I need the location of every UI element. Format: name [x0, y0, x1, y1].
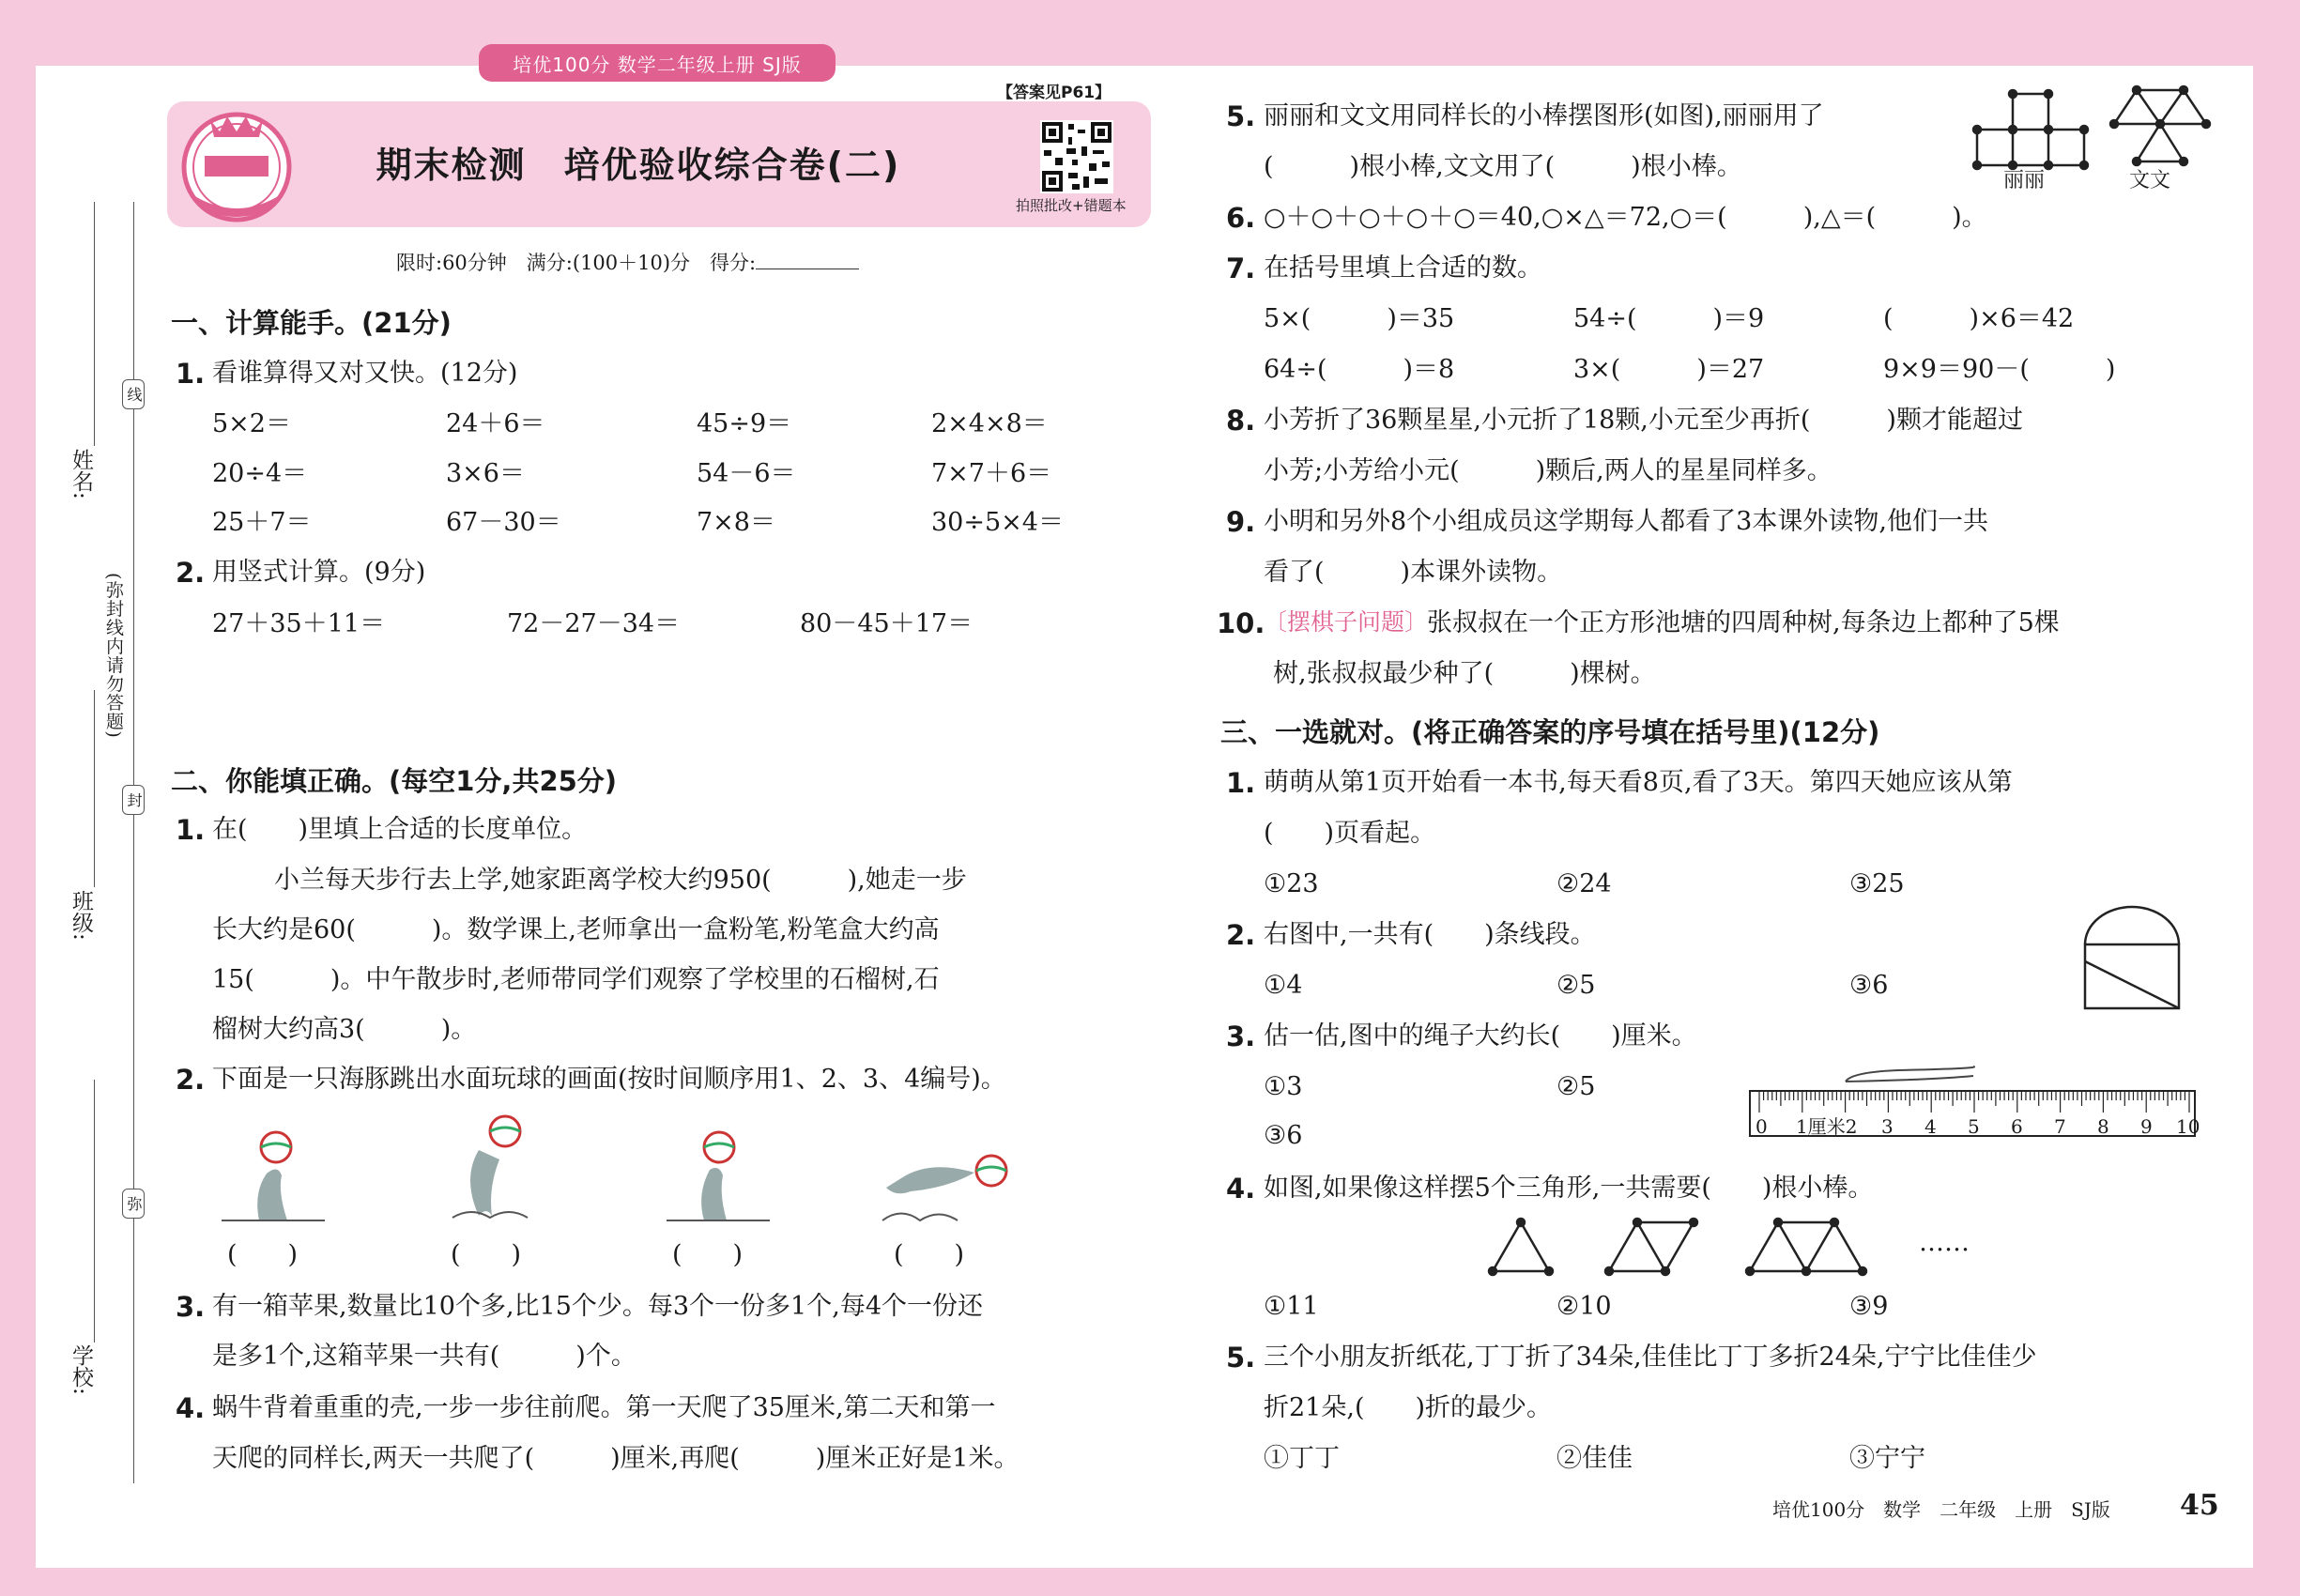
wenwen-caption: 文文 [2129, 169, 2171, 192]
fill-item: 64÷( )＝8 [1264, 355, 1455, 384]
lili-stick-figure [1973, 88, 2090, 173]
calc-item: 45÷9＝ [697, 409, 792, 438]
s2-q5-line1: 丽丽和文文用同样长的小棒摆图形(如图),丽丽用了 [1264, 101, 1824, 130]
s2-q9-line2: 看了( )本课外读物。 [1264, 558, 1563, 587]
s3-q1-line1: 萌萌从第1页开始看一本书,每天看8页,看了3天。第四天她应该从第 [1264, 768, 2013, 797]
s2-q1-text: 在( )里填上合适的长度单位。 [212, 815, 588, 844]
dolphin-picture-2 [434, 1113, 556, 1230]
ruler-label: 5 [1968, 1115, 1980, 1138]
vertical-calc-item: 80－45＋17＝ [800, 609, 974, 638]
s2-q1-number: 1. [176, 814, 206, 846]
section2-heading: 二、你能填正确。(每空1分,共25分) [171, 765, 618, 797]
class-label: 班级: [69, 890, 93, 941]
calc-item: 25＋7＝ [212, 508, 312, 537]
s2-q6-text: ○＋○＋○＋○＋○＝40,○×△＝72,○＝( ),△＝( )。 [1264, 203, 1987, 232]
s2-q10-number: 10. [1217, 607, 1265, 639]
name-blank[interactable] [94, 202, 95, 446]
publisher-logo-icon [173, 103, 300, 225]
ruler-label: 0 [1756, 1115, 1768, 1138]
option[interactable]: ③9 [1849, 1292, 1889, 1321]
s2-q7-text: 在括号里填上合适的数。 [1264, 253, 1542, 283]
s2-q8-number: 8. [1226, 405, 1256, 437]
s2-q3-line2: 是多1个,这箱苹果一共有( )个。 [212, 1342, 636, 1371]
footer-book-info: 培优100分 数学 二年级 上册 SJ版 [1772, 1498, 2110, 1521]
dolphin-answer-4[interactable]: ( ) [894, 1240, 965, 1269]
calc-item: 30÷5×4＝ [931, 508, 1064, 537]
s2-q9-line1: 小明和另外8个小组成员这学期每人都看了3本课外读物,他们一共 [1264, 507, 1988, 536]
s3-q2-number: 2. [1226, 919, 1256, 951]
ellipsis: …… [1919, 1228, 1970, 1257]
s3-q5-number: 5. [1226, 1342, 1256, 1373]
s2-q1-line4: 榴树大约高3( )。 [212, 1015, 477, 1044]
ruler-label: 7 [2054, 1115, 2066, 1138]
s2-q9-number: 9. [1226, 506, 1256, 538]
vertical-calc-item: 72－27－34＝ [507, 609, 681, 638]
calc-item: 54－6＝ [697, 459, 796, 488]
s2-q3-line1: 有一箱苹果,数量比10个多,比15个少。每3个一份多1个,每4个一份还 [212, 1292, 983, 1321]
option[interactable]: ②24 [1556, 869, 1612, 898]
option[interactable]: ②10 [1556, 1292, 1612, 1321]
seal-tag-line: 线 [122, 379, 145, 409]
fill-item: 5×( )＝35 [1264, 304, 1455, 333]
s3-q1-line2: ( )页看起。 [1264, 819, 1436, 848]
option[interactable]: ①丁丁 [1264, 1444, 1340, 1473]
calc-item: 20÷4＝ [212, 459, 308, 488]
s3-q1-number: 1. [1226, 767, 1256, 799]
qr-code-icon[interactable] [1040, 120, 1113, 193]
option[interactable]: ①3 [1264, 1072, 1303, 1101]
seal-tag-mi: 弥 [122, 1189, 145, 1219]
s1-q2-text: 用竖式计算。(9分) [212, 558, 426, 587]
ruler-label: 3 [1881, 1115, 1894, 1138]
vertical-calc-item: 27＋35＋11＝ [212, 609, 386, 638]
s2-q2-text: 下面是一只海豚跳出水面玩球的画面(按时间顺序用1、2、3、4编号)。 [212, 1065, 1006, 1094]
section1-heading: 一、计算能手。(21分) [171, 307, 452, 339]
dolphin-answer-2[interactable]: ( ) [451, 1240, 522, 1269]
fill-item: 3×( )＝27 [1573, 355, 1765, 384]
dolphin-picture-3 [657, 1127, 779, 1230]
dolphin-answer-3[interactable]: ( ) [672, 1240, 744, 1269]
s3-q3-number: 3. [1226, 1021, 1256, 1052]
line-segment-figure [2082, 907, 2182, 1012]
ruler-label: 8 [2097, 1115, 2109, 1138]
page-number: 45 [2180, 1489, 2219, 1522]
fill-item: 54÷( )＝9 [1573, 304, 1765, 333]
option[interactable]: ①11 [1264, 1292, 1319, 1321]
s2-q1-line3: 15( )。中午散步时,老师带同学们观察了学校里的石榴树,石 [212, 965, 940, 994]
s2-q7-number: 7. [1226, 253, 1256, 284]
class-blank[interactable] [94, 690, 95, 887]
answer-reference: 【答案见P61】 [997, 84, 1112, 102]
fill-item: 9×9＝90－( ) [1883, 355, 2116, 384]
option[interactable]: ③25 [1849, 869, 1905, 898]
wenwen-stick-figure [2110, 84, 2210, 169]
s2-q3-number: 3. [176, 1291, 206, 1323]
calc-item: 5×2＝ [212, 409, 291, 438]
fill-item: ( )×6＝42 [1883, 304, 2075, 333]
section3-heading: 三、一选就对。(将正确答案的序号填在括号里)(12分) [1220, 716, 1880, 748]
seal-tag-seal: 封 [122, 785, 145, 815]
s1-q1-number: 1. [176, 358, 206, 390]
calc-item: 7×7＋6＝ [931, 459, 1052, 488]
s2-q10-line2: 树,张叔叔最少种了( )棵树。 [1273, 659, 1656, 688]
name-label: 姓名: [69, 449, 93, 499]
s2-q1-line1: 小兰每天步行去上学,她家距离学校大约950( ),她走一步 [274, 866, 967, 895]
qr-caption: 拍照批改+错题本 [1016, 197, 1127, 214]
s2-q8-line2: 小芳;小芳给小元( )颗后,两人的星星同样多。 [1264, 456, 1832, 485]
calc-item: 7×8＝ [697, 508, 775, 537]
s2-q8-line1: 小芳折了36颗星星,小元折了18颗,小元至少再折( )颗才能超过 [1264, 406, 2023, 435]
s3-q3-text: 估一估,图中的绳子大约长( )厘米。 [1264, 1021, 1697, 1051]
option[interactable]: ③宁宁 [1849, 1444, 1925, 1473]
calc-item: 24＋6＝ [446, 409, 545, 438]
s2-q2-number: 2. [176, 1064, 206, 1096]
seal-note: (弥封线内请勿答题) [103, 573, 124, 739]
s3-q2-text: 右图中,一共有( )条线段。 [1264, 920, 1596, 949]
page-title: 期末检测 培优验收综合卷(二) [376, 145, 901, 186]
s2-q4-line1: 蜗牛背着重重的壳,一步一步往前爬。第一天爬了35厘米,第二天和第一 [212, 1393, 996, 1422]
option[interactable]: ③6 [1849, 971, 1889, 1000]
s2-q5-line2: ( )根小棒,文文用了( )根小棒。 [1264, 152, 1742, 181]
ruler-label: 10 [2176, 1115, 2200, 1138]
q10-topic-tag: 〔摆棋子问题〕 [1264, 608, 1429, 636]
calc-item: 2×4×8＝ [931, 409, 1048, 438]
calc-item: 67－30＝ [446, 508, 561, 537]
s2-q1-line2: 长大约是60( )。数学课上,老师拿出一盒粉笔,粉笔盒大约高 [212, 915, 940, 944]
school-label: 学校: [69, 1344, 93, 1395]
s3-q4-number: 4. [1226, 1173, 1256, 1205]
option[interactable]: ②5 [1556, 971, 1596, 1000]
s2-q4-line2: 天爬的同样长,两天一共爬了( )厘米,再爬( )厘米正好是1米。 [212, 1444, 1020, 1473]
time-score-limits [396, 248, 859, 276]
book-tab: 培优100分 数学二年级上册 SJ版 [479, 44, 836, 82]
s3-q5-line1: 三个小朋友折纸花,丁丁折了34朵,佳佳比丁丁多折24朵,宁宁比佳佳少 [1264, 1343, 2037, 1372]
ruler-label: 1厘米2 [1796, 1115, 1858, 1138]
s1-q2-number: 2. [176, 557, 206, 589]
s1-q1-text: 看谁算得又对又快。(12分) [212, 359, 518, 388]
option[interactable]: ①23 [1264, 869, 1319, 898]
limits-text: 限时:60分钟 满分:(100＋10)分 得分: [396, 252, 757, 274]
option[interactable]: ③6 [1264, 1121, 1303, 1150]
s2-q4-number: 4. [176, 1392, 206, 1424]
option[interactable]: ②5 [1556, 1072, 1596, 1101]
s3-q4-text: 如图,如果像这样摆5个三角形,一共需要( )根小棒。 [1264, 1174, 1874, 1203]
s3-q5-line2: 折21朵,( )折的最少。 [1264, 1393, 1553, 1422]
s2-q6-number: 6. [1226, 202, 1256, 234]
ruler-label: 6 [2011, 1115, 2023, 1138]
s2-q10-line1: 张叔叔在一个正方形池塘的四周种树,每条边上都种了5棵 [1427, 608, 2060, 637]
option[interactable]: ②佳佳 [1556, 1444, 1633, 1473]
ruler-label: 9 [2140, 1115, 2153, 1138]
option[interactable]: ①4 [1264, 971, 1303, 1000]
ruler-label: 4 [1924, 1115, 1937, 1138]
dolphin-answer-1[interactable]: ( ) [227, 1240, 299, 1269]
dolphin-picture-4 [873, 1141, 1014, 1230]
school-blank[interactable] [94, 1080, 95, 1343]
lili-caption: 丽丽 [2003, 169, 2046, 192]
triangle-stick-pattern [1489, 1217, 1864, 1277]
dolphin-picture-1 [212, 1127, 334, 1230]
s2-q5-number: 5. [1226, 100, 1256, 132]
calc-item: 3×6＝ [446, 459, 525, 488]
